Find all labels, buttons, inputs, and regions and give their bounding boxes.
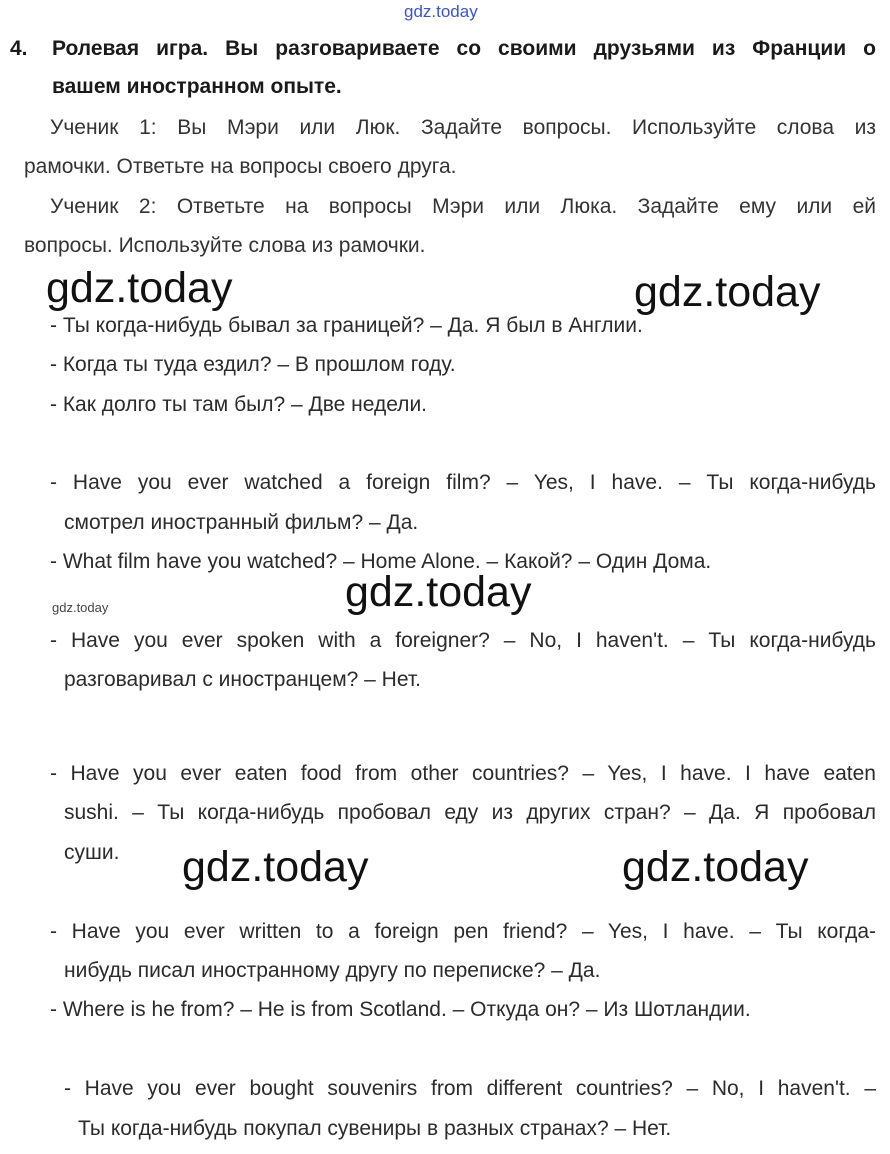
watermark-3: gdz.today <box>345 568 532 616</box>
dialog-line: смотрел иностранный фильм? – Да. <box>64 511 419 534</box>
watermark-2: gdz.today <box>634 268 821 316</box>
dialog-line: - Have you ever spoken with a foreigner? – No, I haven't. – Ты когда-нибудь <box>50 629 876 652</box>
student-2-line-2: вопросы. Используйте слова из рамочки. <box>24 234 426 257</box>
dialog-line: суши. <box>64 841 120 864</box>
watermark-top: gdz.today <box>404 2 478 21</box>
dialog-line: - Как долго ты там был? – Две недели. <box>50 393 428 416</box>
task-title-line-1: Ролевая игра. Вы разговариваете со своими друзьями из Франции о <box>52 37 876 60</box>
task-title-line-2: вашем иностранном опыте. <box>52 75 342 98</box>
watermark-4: gdz.today <box>182 843 369 891</box>
dialog-line: - Where is he from? – He is from Scotland. – Откуда он? – Из Шотландии. <box>50 998 751 1021</box>
dialog-line: - Ты когда-нибудь бывал за границей? – Да. Я был в Англии. <box>50 314 643 337</box>
dialog-line: - Have you ever written to a foreign pen friend? – Yes, I have. – Ты когда- <box>50 920 876 943</box>
watermark-small: gdz.today <box>52 600 109 615</box>
dialog-line: - Have you ever bought souvenirs from different countries? – No, I haven't. – <box>64 1077 876 1100</box>
watermark-5: gdz.today <box>622 843 809 891</box>
student-1-line-2: рамочки. Ответьте на вопросы своего друга. <box>24 155 457 178</box>
dialog-line: - Когда ты туда ездил? – В прошлом году. <box>50 353 456 376</box>
task-number: 4. <box>10 37 28 60</box>
dialog-line: - What film have you watched? – Home Alone. – Какой? – Один Дома. <box>50 550 712 573</box>
dialog-line: разговаривал с иностранцем? – Нет. <box>64 668 421 691</box>
dialog-line: sushi. – Ты когда-нибудь пробовал еду из других стран? – Да. Я пробовал <box>64 801 876 824</box>
dialog-line: Ты когда-нибудь покупал сувениры в разных странах? – Нет. <box>78 1117 672 1140</box>
student-1-line-1: Ученик 1: Вы Мэри или Люк. Задайте вопросы. Используйте слова из <box>50 116 876 139</box>
dialog-line: - Have you ever watched a foreign film? – Yes, I have. – Ты когда-нибудь <box>50 471 876 494</box>
student-2-line-1: Ученик 2: Ответьте на вопросы Мэри или Люка. Задайте ему или ей <box>50 195 876 218</box>
watermark-1: gdz.today <box>46 264 233 312</box>
dialog-line: - Have you ever eaten food from other countries? – Yes, I have. I have eaten <box>50 762 876 785</box>
dialog-line: нибудь писал иностранному другу по переписке? – Да. <box>64 959 601 982</box>
